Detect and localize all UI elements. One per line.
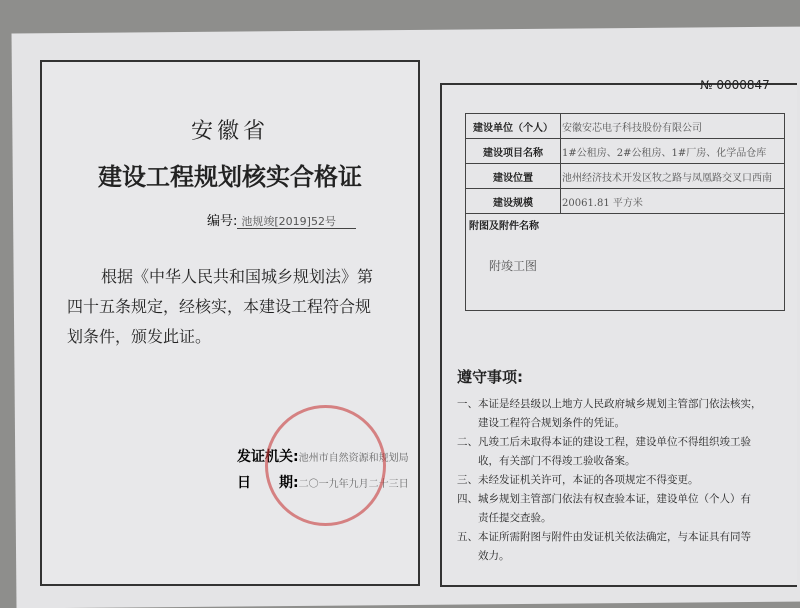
table-row: [466, 164, 785, 189]
serial-number: [700, 78, 770, 92]
body-line: 划条件，颁发此证。: [67, 327, 212, 346]
serial-label: №: [700, 78, 713, 92]
rule-line: 五、本证所需附图与附件由发证机关依法确定，与本证具有同等: [457, 531, 751, 543]
serial-value: 0000847: [716, 78, 770, 92]
number-value: 池规竣[2019]52号: [237, 215, 356, 229]
project-info-table: [465, 113, 785, 311]
body-line: 四十五条规定，经核实，本建设工程符合规: [67, 297, 372, 316]
issuer-label: 发证机关:: [237, 449, 299, 465]
official-seal: [265, 405, 386, 526]
rule-line: 四、城乡规划主管部门依法有权查验本证，建设单位（个人）有: [457, 493, 751, 505]
row-label: 建设规模: [466, 189, 561, 214]
rule-line: 责任提交查验。: [457, 512, 552, 524]
row-value: 20061.81 平方米: [561, 189, 785, 214]
attachment-row: [466, 214, 785, 311]
rules-section: [457, 368, 787, 566]
body-text: [67, 262, 373, 352]
attachment-label: 附图及附件名称: [469, 221, 539, 232]
date-label: 日 期:: [237, 475, 299, 491]
row-value: 安徽安芯电子科技股份有限公司: [561, 114, 785, 139]
certificate-title: 建设工程规划核实合格证: [98, 163, 362, 191]
province: 安徽省: [190, 119, 269, 144]
rule-line: 建设工程符合规划条件的凭证。: [457, 417, 625, 429]
row-value: 池州经济技术开发区牧之路与凤凰路交叉口西南: [561, 164, 785, 189]
table-row: [466, 139, 785, 164]
attachment-value: 附竣工图: [489, 259, 538, 273]
row-label: 建设位置: [466, 164, 561, 189]
row-label: 建设单位（个人）: [466, 114, 561, 139]
date-value: 二〇一九年九月二十三日: [298, 479, 409, 490]
rules-title: 遵守事项:: [457, 368, 523, 386]
row-label: 建设项目名称: [466, 139, 561, 164]
number-row: [207, 210, 356, 229]
rule-line: 效力。: [457, 550, 510, 562]
body-line: 根据《中华人民共和国城乡规划法》第: [101, 267, 374, 286]
table-row: [466, 189, 785, 214]
issuer-value: 池州市自然资源和规划局: [298, 453, 409, 464]
table-row: [466, 114, 785, 139]
rule-line: 一、本证是经县级以上地方人民政府城乡规划主管部门依法核实，: [457, 398, 762, 410]
rule-line: 三、未经发证机关许可，本证的各项规定不得变更。: [457, 474, 699, 486]
rule-line: 二、凡竣工后未取得本证的建设工程，建设单位不得组织竣工验: [457, 436, 751, 448]
row-value: 1#公租房、2#公租房、1#厂房、化学品仓库: [561, 139, 785, 164]
number-label: 编号:: [207, 214, 238, 229]
rule-line: 收，有关部门不得竣工验收备案。: [457, 455, 636, 467]
